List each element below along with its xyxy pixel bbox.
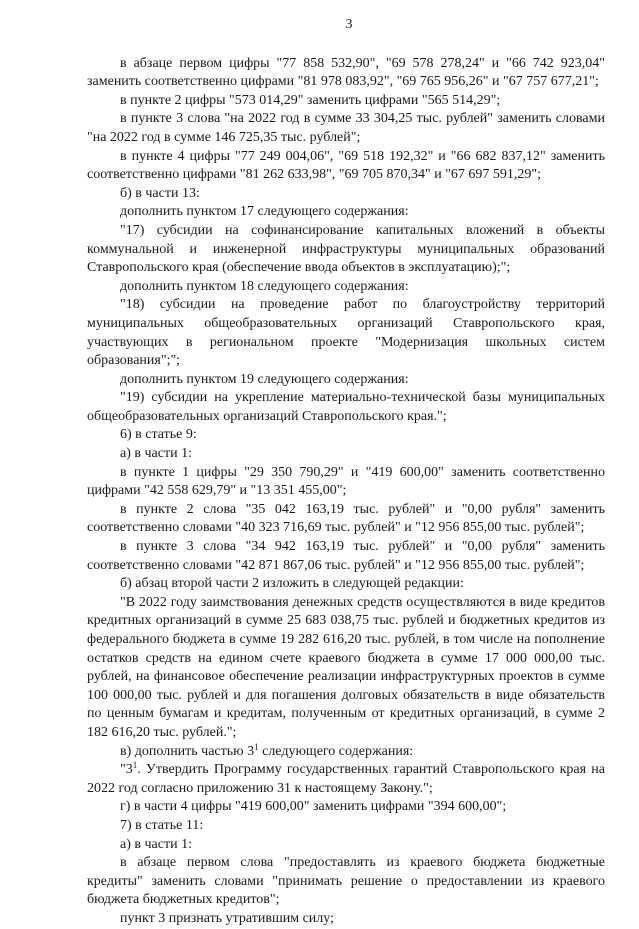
paragraph-text: в) дополнить частью 3 xyxy=(120,743,255,759)
paragraph: дополнить пунктом 17 следующего содержания: xyxy=(120,204,409,220)
paragraph: в пункте 1 цифры "29 350 790,29" и "419 600,00" заменить соответственно цифрами "42 558 629,79" и "13 351 455,00"; xyxy=(87,464,605,499)
paragraph: дополнить пунктом 18 следующего содержания: xyxy=(120,278,409,294)
paragraph-text: "3 xyxy=(120,762,133,778)
paragraph: "В 2022 году заимствования денежных средств осуществляются в виде кредитов кредитных организаций в сумме 25 683 038,75 тыс. рублей и бюджетных кредитов из федерального бюджета в сумме 19 282 616,20 тыс. рублей, в том числе на пополнение остатков средств на едином счете краевого бюджета в сумме 17 000 000,00 тыс. рублей, на финансовое обеспечение реализации инфраструктурных проектов в сумме 100 000,00 тыс. рублей и для погашения долговых обязательств в виде обязательств по ценным бумагам и кредитам, полученным от кредитных организаций, в сумме 2 182 616,20 тыс. рублей."; xyxy=(87,594,605,740)
paragraph: в пункте 4 цифры "77 249 004,06", "69 518 192,32" и "66 682 837,12" заменить соответственно цифрами "81 262 633,98", "69 705 870,34" и "67 697 591,29"; xyxy=(87,148,605,183)
paragraph: а) в части 1: xyxy=(120,836,192,852)
paragraph-text: . Утвердить Программу государственных гарантий Ставропольского края на 2022 год согласно приложению 31 к настоящему Закону."; xyxy=(87,762,605,796)
paragraph: 6) в статье 9: xyxy=(120,427,197,443)
paragraph: "18) субсидии на проведение работ по благоустройству территорий муниципальных общеобразовательных организаций Ставропольского края, участвующих в региональном проекте "Модернизация школьных систем образования";"; xyxy=(87,297,605,369)
paragraph: "19) субсидии на укрепление материально-технической базы муниципальных общеобразовательных организаций Ставропольского края."; xyxy=(87,390,605,424)
paragraph: в абзаце первом цифры "77 858 532,90", "69 578 278,24" и "66 742 923,04" заменить соответственно цифрами "81 978 083,92", "69 765 956,26" и "67 757 677,21"; xyxy=(87,55,605,90)
paragraph: "17) субсидии на софинансирование капитальных вложений в объекты коммунальной и инженерной инфраструктуры муниципальных образований Ставропольского края (обеспечение ввода объектов в эксплуатацию);"; xyxy=(87,222,605,276)
paragraph: в абзаце первом слова "предоставлять из краевого бюджета бюджетные кредиты" заменить словами "принимать решение о предоставлении из краевого бюджета бюджетных кредитов"; xyxy=(87,855,605,908)
paragraph: б) абзац второй части 2 изложить в следующей редакции: xyxy=(120,576,464,592)
paragraph xyxy=(87,743,605,762)
paragraph: г) в части 4 цифры "419 600,00" заменить цифрами "394 600,00"; xyxy=(120,799,507,815)
paragraph: 7) в статье 11: xyxy=(120,817,204,833)
superscript: 1 xyxy=(132,760,138,771)
paragraph: дополнить пунктом 19 следующего содержания: xyxy=(120,371,409,387)
superscript: 1 xyxy=(254,741,259,752)
paragraph: в пункте 3 слова "34 942 163,19 тыс. рублей" и "0,00 рубля" заменить соответственно словами "42 871 867,06 тыс. рублей" и "12 956 855,00 тыс. рублей"; xyxy=(87,539,605,573)
page-number: 3 xyxy=(345,17,353,32)
paragraph: в пункте 2 слова "35 042 163,19 тыс. рублей" и "0,00 рубля" заменить соответственно словами "40 323 716,69 тыс. рублей" и "12 956 855,00 тыс. рублей"; xyxy=(87,501,605,536)
paragraph: а) в части 1: xyxy=(120,446,192,462)
paragraph: в пункте 2 цифры "573 014,29" заменить цифрами "565 514,29"; xyxy=(120,92,501,108)
paragraph-text: следующего содержания: xyxy=(258,743,414,759)
paragraph: пункт 3 признать утратившим силу; xyxy=(120,910,334,926)
paragraph: б) в части 13: xyxy=(120,185,200,201)
paragraph: в пункте 3 слова "на 2022 год в сумме 33 304,25 тыс. рублей" заменить словами "на 2022 год в сумме 146 725,35 тыс. рублей"; xyxy=(87,111,605,145)
paragraph xyxy=(87,761,605,798)
